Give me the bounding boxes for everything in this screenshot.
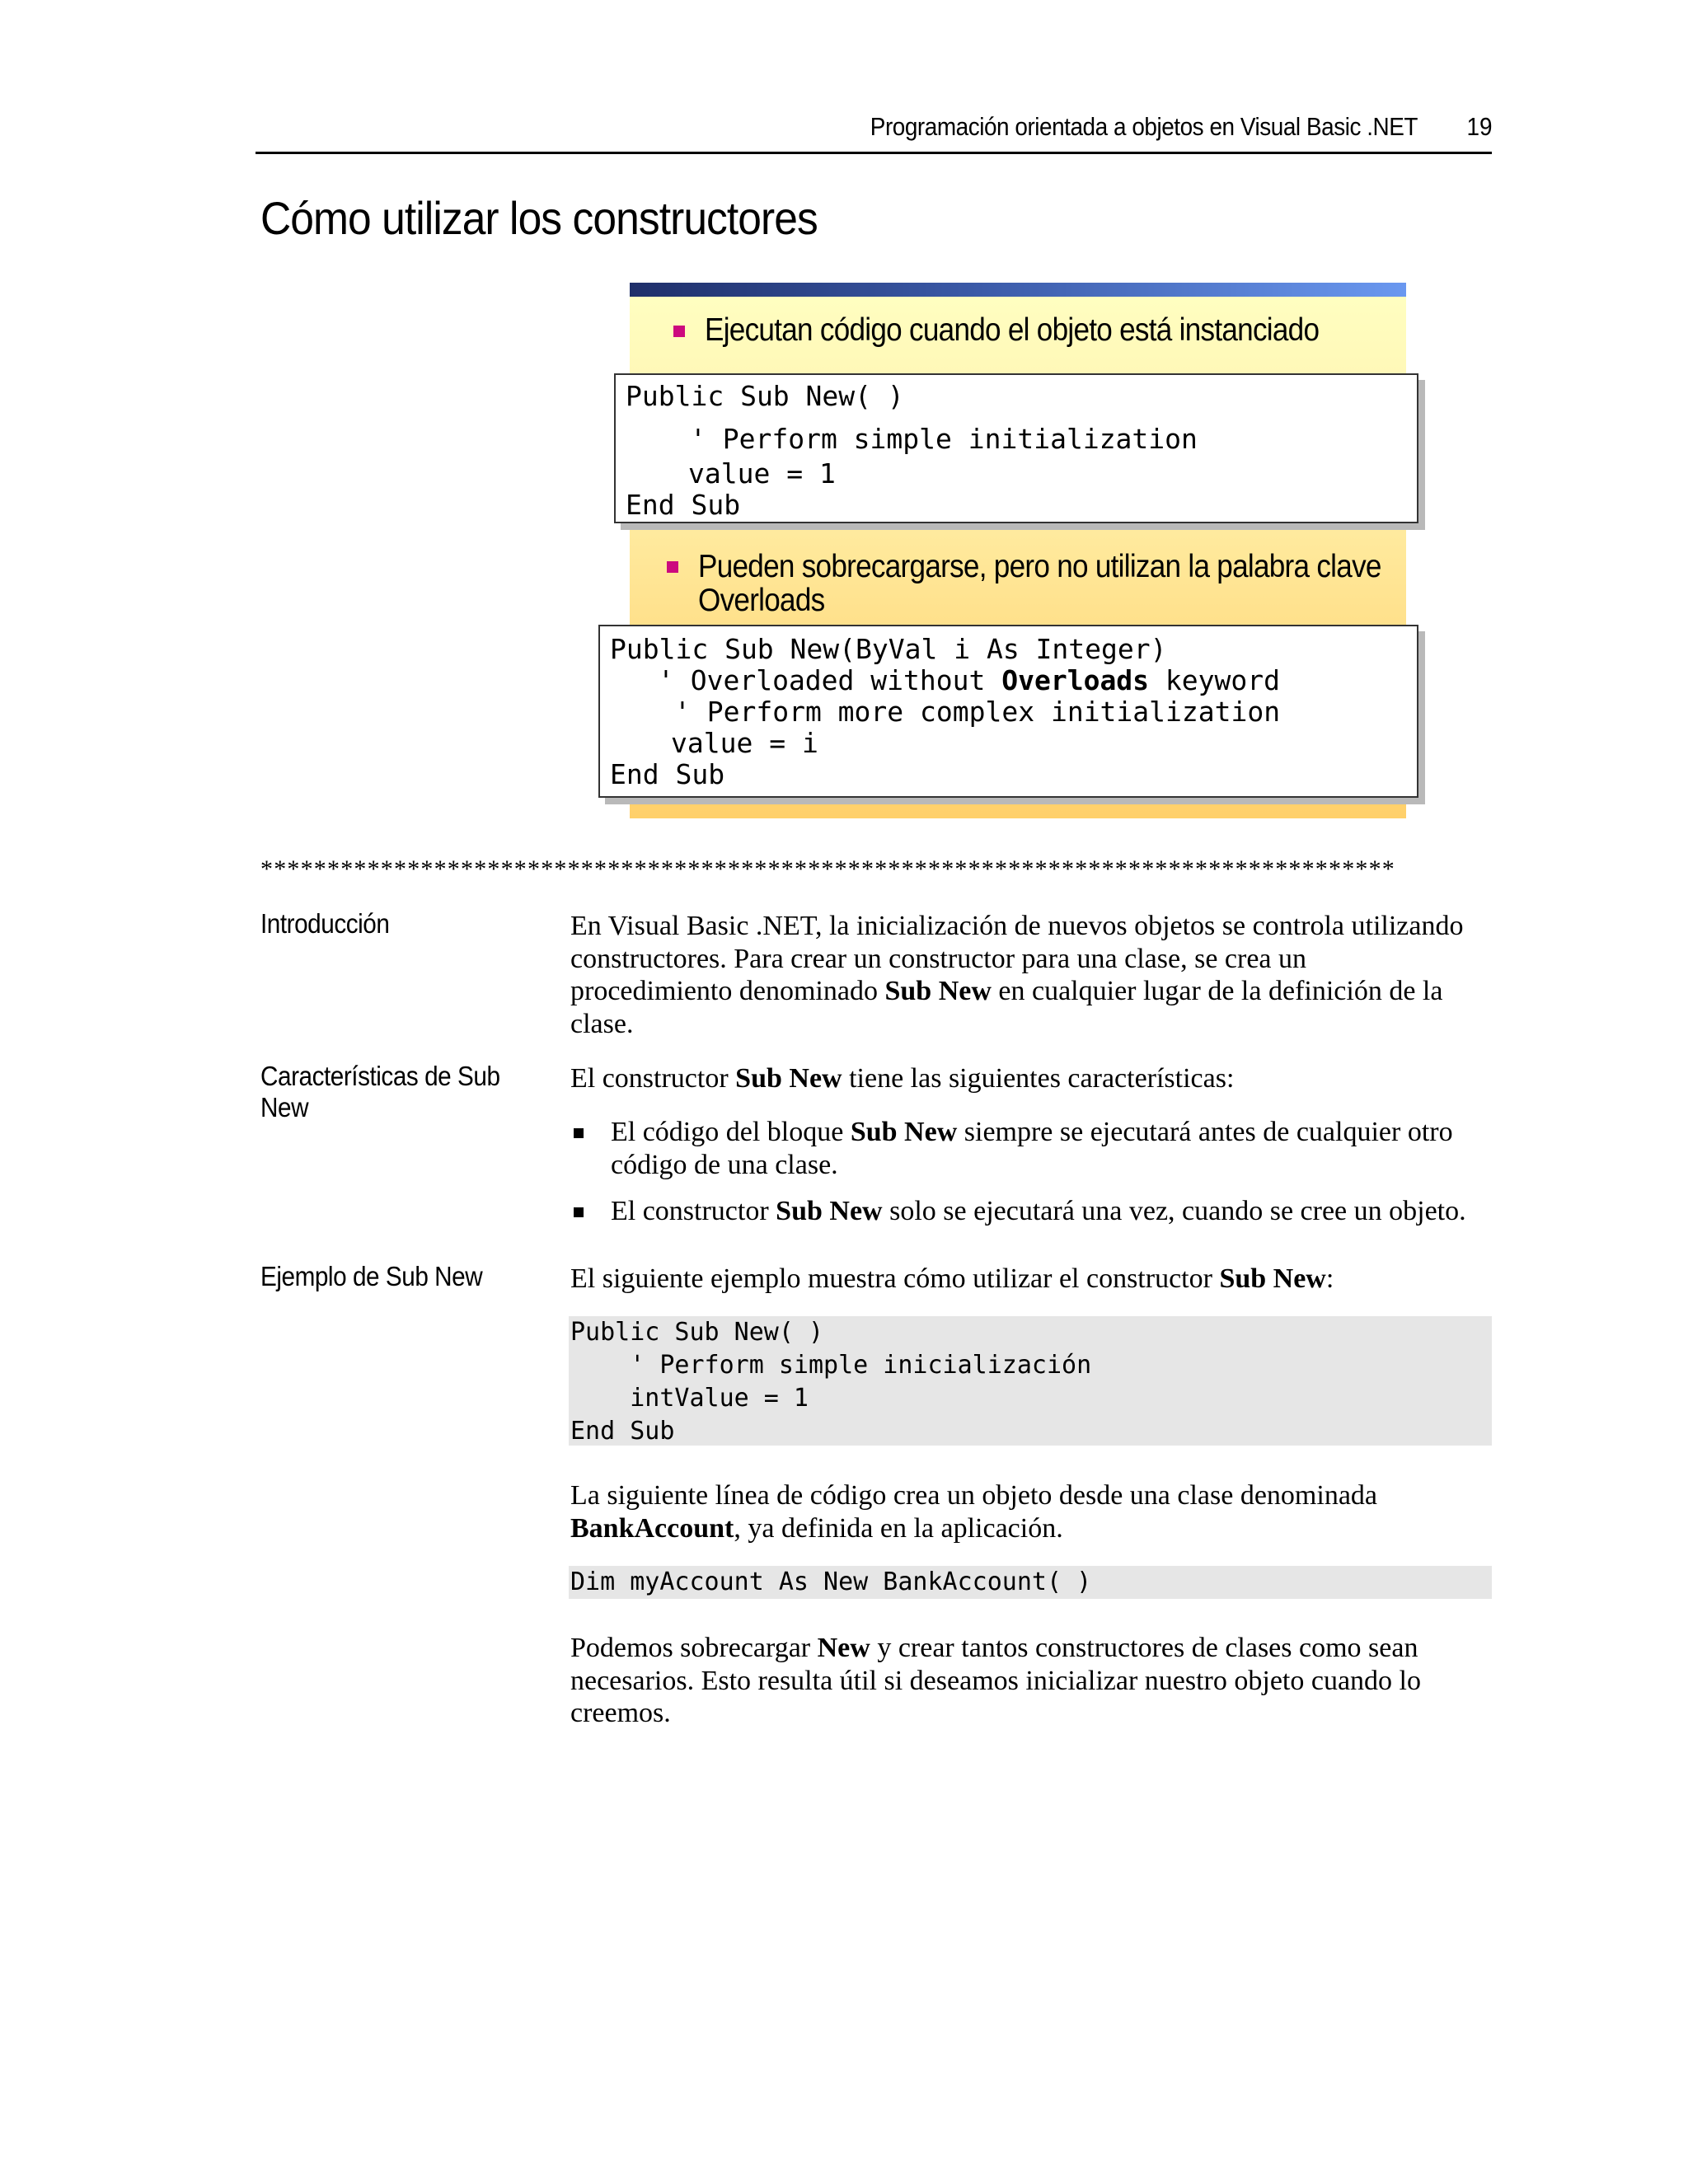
section-label-example: Ejemplo de Sub New bbox=[260, 1261, 483, 1291]
code-line: Public Sub New( ) bbox=[626, 380, 904, 412]
slide-bullet-1: Ejecutan código cuando el objeto está instanciado bbox=[705, 312, 1320, 348]
text-line: La siguiente línea de código crea un objeto desde una clase denominada bbox=[570, 1480, 1378, 1511]
code-line: intValue = 1 bbox=[570, 1384, 809, 1413]
text-line: necesarios. Esto resulta útil si deseamos inicializar nuestro objeto cuando lo bbox=[570, 1665, 1421, 1696]
example-lead: El siguiente ejemplo muestra cómo utilizar el constructor Sub New: bbox=[570, 1263, 1334, 1294]
code-line: End Sub bbox=[626, 489, 741, 521]
slide-title-bar bbox=[630, 283, 1406, 297]
page-number: 19 bbox=[1465, 112, 1492, 141]
example-paragraph-2 bbox=[570, 1479, 1493, 1544]
square-bullet-icon bbox=[574, 1128, 584, 1138]
text-line: procedimiento denominado Sub New en cualquier lugar de la definición de la bbox=[570, 976, 1443, 1006]
slide-code-box-1 bbox=[614, 373, 1418, 523]
slide-bullet-2-line2: Overloads bbox=[698, 583, 825, 618]
example-code-block bbox=[569, 1316, 1492, 1446]
square-bullet-icon bbox=[574, 1207, 584, 1217]
text-line: Podemos sobrecargar New y crear tantos constructores de clases como sean bbox=[570, 1633, 1418, 1663]
intro-paragraph bbox=[570, 910, 1493, 1040]
features-bullet-1 bbox=[611, 1116, 1493, 1181]
section-label-intro: Introducción bbox=[260, 908, 390, 939]
code-line: Public Sub New(ByVal i As Integer) bbox=[610, 633, 1167, 665]
separator-stars: ************************************************************************************* bbox=[260, 855, 1395, 883]
running-title: Programación orientada a objetos en Visual Basic .NET bbox=[870, 112, 1418, 141]
text-line: BankAccount, ya definida en la aplicación. bbox=[570, 1512, 1063, 1544]
code-line: End Sub bbox=[610, 758, 725, 790]
text-line: En Visual Basic .NET, la inicialización de nuevos objetos se controla utilizando bbox=[570, 911, 1464, 941]
text-line: creemos. bbox=[570, 1698, 671, 1728]
slide-code-box-2 bbox=[598, 625, 1418, 798]
pink-bullet-icon bbox=[673, 326, 685, 337]
section-label-features bbox=[260, 1061, 505, 1123]
text-line: El código del bloque Sub New siempre se ejecutará antes de cualquier otro bbox=[611, 1117, 1453, 1147]
code-line: End Sub bbox=[570, 1417, 675, 1446]
code-line: Dim myAccount As New BankAccount( ) bbox=[570, 1568, 1092, 1596]
pink-bullet-icon bbox=[667, 561, 678, 573]
code-line: ' Perform simple initialization bbox=[690, 423, 1198, 455]
code-line: value = i bbox=[671, 727, 818, 759]
code-line: Public Sub New( ) bbox=[570, 1318, 824, 1347]
slide-bullet-2-line1: Pueden sobrecargarse, pero no utilizan la palabra clave bbox=[698, 549, 1381, 584]
running-header bbox=[256, 110, 1492, 154]
example-code-line-block bbox=[569, 1566, 1492, 1599]
text-line: código de una clase. bbox=[611, 1149, 838, 1180]
features-bullet-2: El constructor Sub New solo se ejecutará una vez, cuando se cree un objeto. bbox=[611, 1196, 1466, 1226]
page-title: Cómo utilizar los constructores bbox=[260, 192, 818, 244]
code-line: ' Overloaded without Overloads keyword bbox=[658, 664, 1280, 696]
features-lead: El constructor Sub New tiene las siguientes características: bbox=[570, 1063, 1235, 1094]
code-line: value = 1 bbox=[688, 457, 836, 490]
code-line: ' Perform simple inicialización bbox=[570, 1351, 1092, 1380]
text-line: clase. bbox=[570, 1008, 634, 1039]
label-line: New bbox=[260, 1092, 309, 1122]
code-line: ' Perform more complex initialization bbox=[674, 696, 1281, 728]
label-line: Características de Sub bbox=[260, 1061, 500, 1091]
example-paragraph-3 bbox=[570, 1632, 1493, 1730]
text-line: constructores. Para crear un constructor para una clase, se crea un bbox=[570, 943, 1307, 974]
